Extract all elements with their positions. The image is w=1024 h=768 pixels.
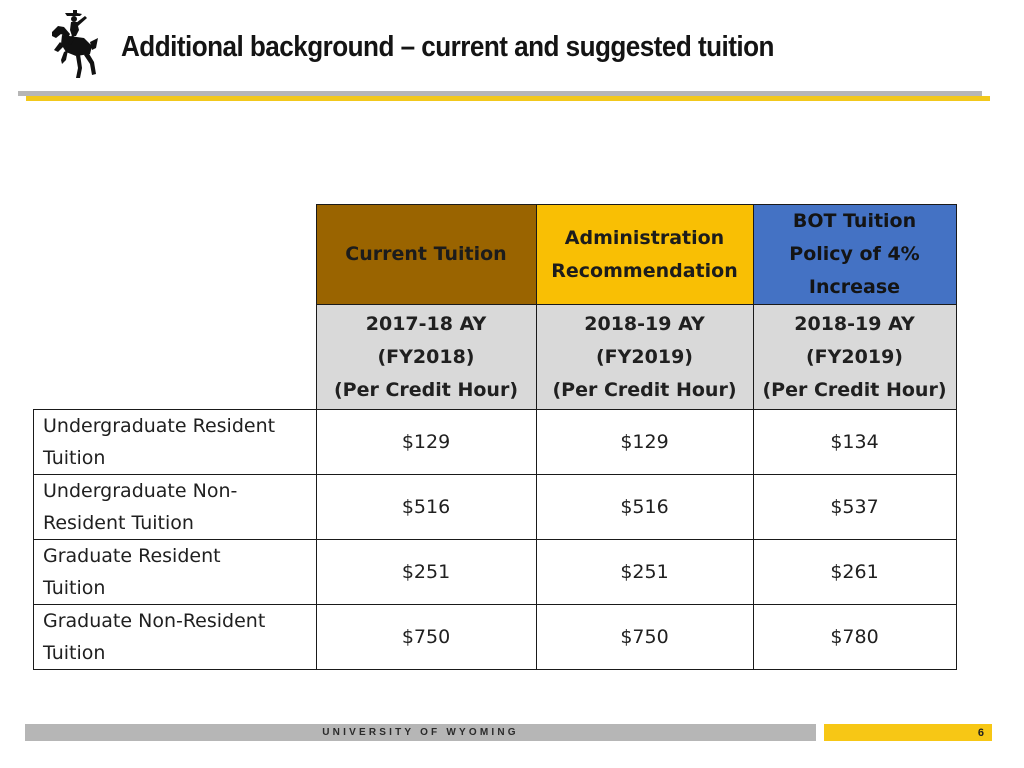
cell-value: $780 bbox=[753, 605, 956, 670]
cell-value: $251 bbox=[316, 540, 536, 605]
row-label bbox=[34, 410, 317, 475]
cell-value: $750 bbox=[536, 605, 753, 670]
header-line: Policy of 4% bbox=[789, 243, 920, 265]
period-bot-policy bbox=[753, 305, 956, 410]
cell-value: $134 bbox=[753, 410, 956, 475]
tuition-table bbox=[33, 204, 957, 670]
row-label-line: Graduate Resident bbox=[43, 545, 221, 567]
period-line: (FY2019) bbox=[806, 345, 903, 368]
cell-value: $750 bbox=[316, 605, 536, 670]
row-label-line: Tuition bbox=[43, 642, 106, 664]
period-line: (FY2018) bbox=[377, 345, 475, 368]
row-label-line: Tuition bbox=[43, 447, 106, 469]
period-line: (Per Credit Hour) bbox=[762, 378, 947, 401]
table-corner bbox=[34, 305, 317, 410]
period-line: 2017-18 AY bbox=[365, 312, 487, 335]
table-corner bbox=[34, 205, 317, 305]
period-line: 2018-19 AY bbox=[584, 312, 705, 335]
row-label-line: Undergraduate Resident bbox=[43, 415, 276, 437]
cell-value: $261 bbox=[753, 540, 956, 605]
table-subheader-row bbox=[34, 305, 957, 410]
header-line: Administration bbox=[564, 226, 725, 249]
cell-value: $516 bbox=[536, 475, 753, 540]
column-header-current-tuition bbox=[316, 205, 536, 305]
row-label bbox=[34, 540, 317, 605]
row-label bbox=[34, 475, 317, 540]
table-row bbox=[34, 475, 957, 540]
table-row bbox=[34, 540, 957, 605]
row-label bbox=[34, 605, 317, 670]
table-row bbox=[34, 410, 957, 475]
column-header-bot-policy bbox=[753, 205, 956, 305]
row-label-line: Resident Tuition bbox=[43, 512, 194, 534]
header-line: BOT Tuition bbox=[792, 210, 917, 232]
column-header-administration bbox=[536, 205, 753, 305]
row-label-line: Undergraduate Non- bbox=[43, 480, 238, 502]
period-line: (Per Credit Hour) bbox=[552, 378, 737, 401]
cell-value: $129 bbox=[536, 410, 753, 475]
page-title: Additional background – current and suggested tuition bbox=[121, 31, 774, 63]
bucking-horse-rider-icon bbox=[46, 8, 102, 84]
cell-value: $251 bbox=[536, 540, 753, 605]
row-label-line: Tuition bbox=[43, 577, 106, 599]
header-rule-gold bbox=[26, 96, 990, 101]
cell-value: $516 bbox=[316, 475, 536, 540]
header-line: Recommendation bbox=[551, 259, 738, 282]
footer-university: UNIVERSITY OF WYOMING bbox=[322, 727, 519, 738]
header-line: Current Tuition bbox=[345, 243, 507, 265]
header-line: Increase bbox=[808, 276, 901, 298]
table-row bbox=[34, 605, 957, 670]
table-header-row bbox=[34, 205, 957, 305]
period-current bbox=[316, 305, 536, 410]
period-line: 2018-19 AY bbox=[794, 312, 915, 335]
page-number: 6 bbox=[977, 727, 984, 739]
cell-value: $537 bbox=[753, 475, 956, 540]
period-line: (Per Credit Hour) bbox=[333, 378, 519, 401]
row-label-line: Graduate Non-Resident bbox=[43, 610, 266, 632]
cell-value: $129 bbox=[316, 410, 536, 475]
period-line: (FY2019) bbox=[596, 345, 693, 368]
period-administration bbox=[536, 305, 753, 410]
